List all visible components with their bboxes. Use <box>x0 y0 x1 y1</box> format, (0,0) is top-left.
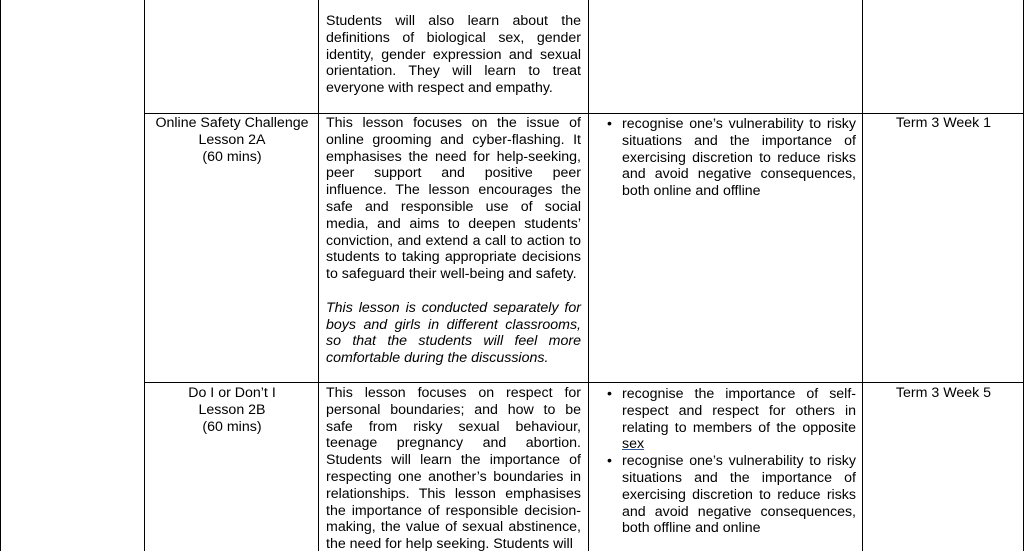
outcome-text: recognise the importance of self-respect and respect for others in relating to members of the opposite <box>622 386 856 436</box>
timing-text: Term 3 Week 1 <box>895 115 992 131</box>
row-divider <box>144 382 1024 383</box>
lesson-duration: (60 mins) <box>202 148 262 165</box>
column-divider <box>588 0 589 551</box>
lesson-number: Lesson 2A <box>198 131 266 148</box>
outcome-item <box>605 386 856 453</box>
outcome-item: • recognise one’s vulnerability to risky situations and the importance of exercising discretion to reduce risks and avoid negative consequences, both offline and online <box>605 453 856 537</box>
row-divider <box>144 113 1024 114</box>
learning-outcomes <box>605 386 856 537</box>
lesson-duration: (60 mins) <box>202 418 262 435</box>
column-divider <box>318 0 319 551</box>
lesson-title-cell <box>146 385 318 435</box>
description-text: This lesson focuses on respect for personal boundaries; and how to be safe from risky sexual behaviour, teenage pregnancy and abortion. Students will learn the importance of respecting one another’s boundaries in relationships. This lesson emphasises the importance of responsible decision-making, the value of sexual abstinence, the need for help seeking. Students will <box>326 385 581 553</box>
timing-text: Term 3 Week 5 <box>895 385 992 401</box>
outcome-item: • recognise one’s vulnerability to risky situations and the importance of exercising discretion to reduce risks and avoid negative consequences, both online and offline <box>605 116 856 200</box>
outcome-text-underlined: sex <box>622 436 645 453</box>
lesson-description <box>326 13 581 97</box>
column-divider <box>862 0 863 551</box>
lesson-description <box>326 385 581 553</box>
description-text: Students will also learn about the definitions of biological sex, gender identity, gender expression and sexual orientation. They will learn to treat everyone with respect and empathy. <box>326 13 581 97</box>
table-border-left <box>0 0 1 551</box>
lesson-title: Online Safety Challenge <box>155 115 309 131</box>
lesson-description <box>326 115 581 367</box>
lesson-timing <box>864 115 1023 132</box>
column-divider <box>144 0 145 551</box>
learning-outcomes <box>605 116 856 200</box>
lesson-title: Do I or Don’t I <box>188 385 276 401</box>
lesson-title-cell <box>146 115 318 165</box>
description-text: This lesson focuses on the issue of online grooming and cyber-flashing. It emphasises the need for help-seeking, peer support and positive peer influence. The lesson encourages the safe and responsible use of social media, and aims to deepen students’ conviction, and extend a call to action to students to taking appropriate decisions to safeguard their well-being and safety. <box>326 115 581 283</box>
lesson-number: Lesson 2B <box>198 401 266 418</box>
lesson-timing <box>864 385 1023 402</box>
description-note: This lesson is conducted separately for boys and girls in different classrooms, so that the students will feel more comfortable during the discussions. <box>326 299 581 367</box>
